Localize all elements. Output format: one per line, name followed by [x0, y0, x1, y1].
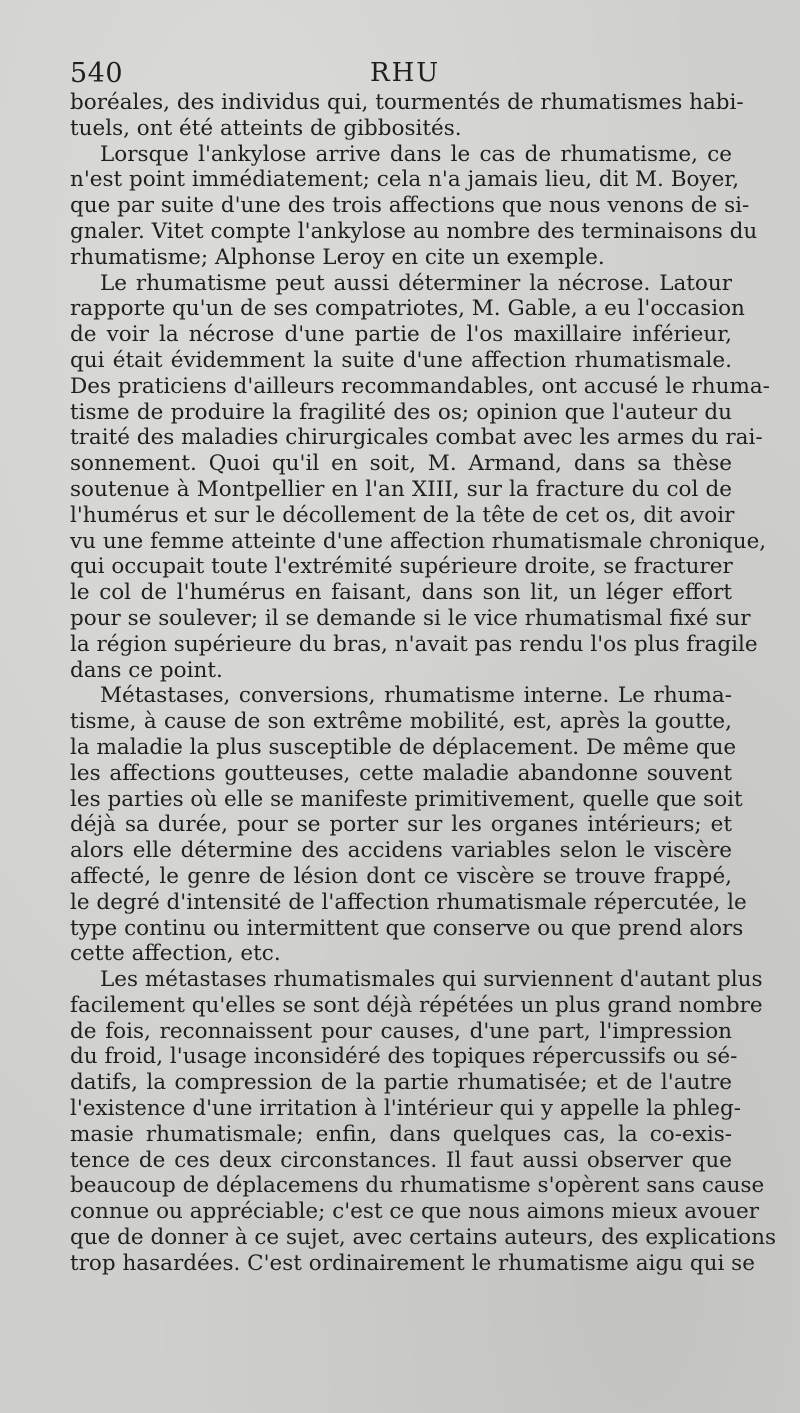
text-line: Lorsque l'ankylose arrive dans le cas de rhumatisme, ce: [100, 141, 732, 167]
text-line: que par suite d'une des trois affections que nous venons de si-: [70, 193, 750, 219]
text-line: les parties où elle se manifeste primitivement, quelle que soit: [70, 786, 743, 812]
body-text: [70, 90, 776, 1277]
text-line: Métastases, conversions, rhumatisme interne. Le rhuma-: [100, 683, 732, 709]
running-head: RHU: [370, 58, 441, 88]
text-line: tisme, à cause de son extrême mobilité, est, après la goutte,: [70, 709, 732, 735]
text-line: qui était évidemment la suite d'une affection rhumatismale.: [70, 347, 732, 373]
text-line: beaucoup de déplacemens du rhumatisme s'opèrent sans cause: [70, 1173, 765, 1199]
text-line: pour se soulever; il se demande si le vice rhumatismal fixé sur: [70, 605, 751, 631]
text-line: rapporte qu'un de ses compatriotes, M. Gable, a eu l'occasion: [70, 296, 745, 322]
text-line: de voir la nécrose d'une partie de l'os maxillaire inférieur,: [70, 322, 732, 348]
text-line: boréales, des individus qui, tourmentés de rhumatismes habi-: [70, 90, 744, 115]
text-line: que de donner à ce sujet, avec certains auteurs, des explications: [70, 1225, 776, 1251]
text-line: la région supérieure du bras, n'avait pas rendu l'os plus fragile: [70, 631, 758, 657]
text-line: qui occupait toute l'extrémité supérieure droite, se fracturer: [70, 554, 733, 580]
text-line: le degré d'intensité de l'affection rhumatismale répercutée, le: [70, 889, 747, 915]
page-number: 540: [70, 58, 124, 89]
text-line: déjà sa durée, pour se porter sur les organes intérieurs; et: [70, 812, 732, 838]
text-line: tisme de produire la fragilité des os; opinion que l'auteur du: [70, 399, 732, 425]
text-line: facilement qu'elles se sont déjà répétées un plus grand nombre: [70, 992, 763, 1018]
text-line: masie rhumatismale; enfin, dans quelques cas, la co-exis-: [70, 1121, 732, 1147]
text-line: dans ce point.: [70, 657, 223, 683]
text-line: datifs, la compression de la partie rhumatisée; et de l'autre: [70, 1070, 732, 1096]
text-line: tence de ces deux circonstances. Il faut aussi observer que: [70, 1147, 732, 1173]
text-line: tuels, ont été atteints de gibbosités.: [70, 115, 462, 141]
text-line: vu une femme atteinte d'une affection rhumatismale chronique,: [70, 528, 767, 554]
text-line: cette affection, etc.: [70, 941, 281, 967]
text-line: les affections goutteuses, cette maladie abandonne souvent: [70, 760, 732, 786]
text-line: type continu ou intermittent que conserve ou que prend alors: [70, 915, 744, 941]
text-line: rhumatisme; Alphonse Leroy en cite un exemple.: [70, 244, 605, 270]
text-line: Le rhumatisme peut aussi déterminer la nécrose. Latour: [100, 270, 732, 296]
text-line: l'humérus et sur le décollement de la tête de cet os, dit avoir: [70, 502, 735, 528]
text-line: l'existence d'une irritation à l'intérieur qui y appelle la phleg-: [70, 1096, 741, 1122]
page-header: [70, 58, 732, 92]
text-line: le col de l'humérus en faisant, dans son lit, un léger effort: [70, 580, 732, 606]
text-line: gnaler. Vitet compte l'ankylose au nombre des terminaisons du: [70, 218, 758, 244]
text-line: trop hasardées. C'est ordinairement le rhumatisme aigu qui se: [70, 1250, 755, 1276]
text-line: n'est point immédiatement; cela n'a jamais lieu, dit M. Boyer,: [70, 167, 740, 193]
text-line: du froid, l'usage inconsidéré des topiques répercussifs ou sé-: [70, 1044, 738, 1070]
text-line: affecté, le genre de lésion dont ce viscère se trouve frappé,: [70, 863, 732, 889]
text-line: sonnement. Quoi qu'il en soit, M. Armand, dans sa thèse: [70, 451, 732, 477]
text-line: alors elle détermine des accidens variables selon le viscère: [70, 838, 732, 864]
text-line: Des praticiens d'ailleurs recommandables, ont accusé le rhuma-: [70, 373, 770, 399]
text-line: la maladie la plus susceptible de déplacement. De même que: [70, 734, 737, 760]
text-line: connue ou appréciable; c'est ce que nous aimons mieux avouer: [70, 1199, 759, 1225]
text-line: Les métastases rhumatismales qui surviennent d'autant plus: [100, 967, 763, 993]
text-line: de fois, reconnaissent pour causes, d'une part, l'impression: [70, 1018, 732, 1044]
text-line: soutenue à Montpellier en l'an XIII, sur la fracture du col de: [70, 476, 732, 502]
text-line: traité des maladies chirurgicales combat avec les armes du rai-: [70, 425, 763, 451]
